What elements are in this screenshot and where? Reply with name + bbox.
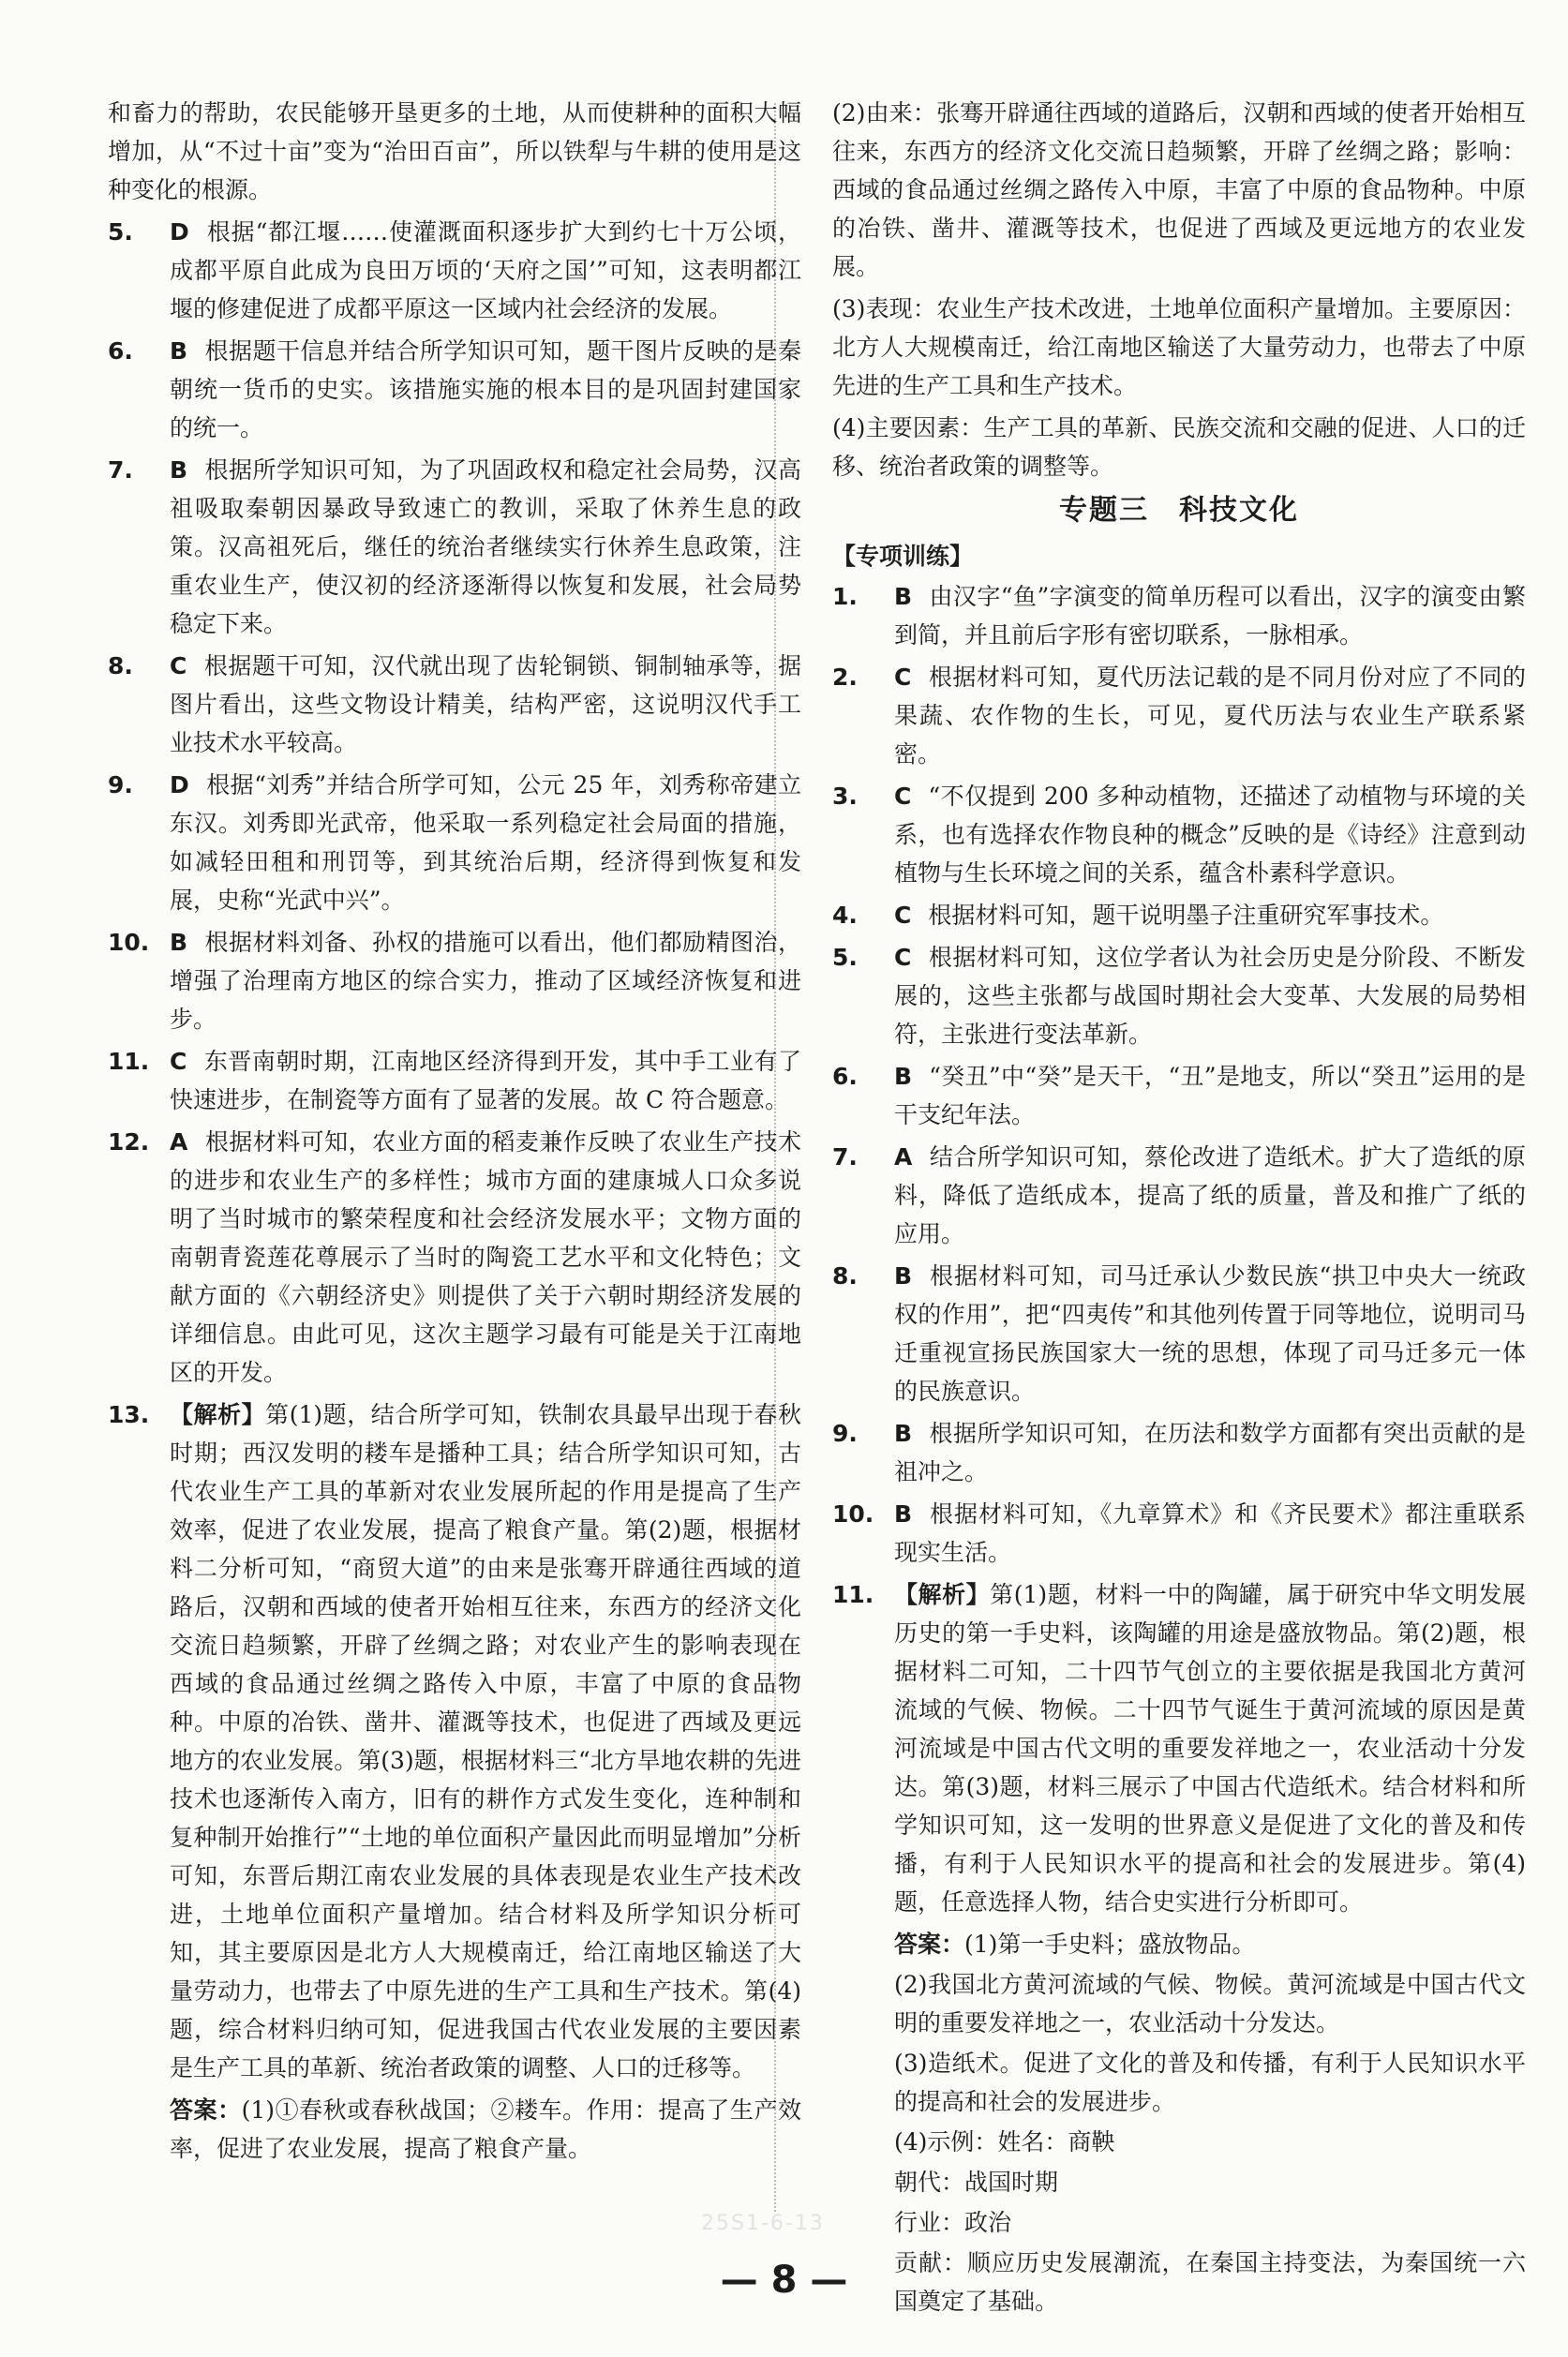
item-explanation: 根据材料可知，题干说明墨子注重研究军事技术。 bbox=[928, 902, 1444, 929]
item-answer: C bbox=[894, 664, 912, 691]
item-number: 8. bbox=[832, 1262, 858, 1290]
left-item-7 bbox=[108, 451, 801, 643]
item-explanation: 根据所学知识可知，为了巩固政权和稳定社会局势，汉高祖吸取秦朝因暴政导致速亡的教训，采取了休养生息的政策。汉高祖死后，继任的统治者继续实行休养生息政策，注重农业生产，使汉初的经济逐渐得以恢复和发展，社会局势稳定下来。 bbox=[170, 456, 801, 637]
item-answer: C bbox=[894, 783, 912, 810]
item-number: 11. bbox=[832, 1581, 874, 1608]
page-number: — 8 — bbox=[720, 2259, 848, 2302]
left-item-9 bbox=[108, 766, 801, 919]
left-column bbox=[108, 94, 801, 2170]
right-item-9 bbox=[832, 1414, 1526, 1491]
right-item-1 bbox=[832, 577, 1526, 654]
item-answer: C bbox=[170, 1048, 187, 1075]
item-answer: A bbox=[894, 1143, 913, 1171]
item-explanation: 东晋南朝时期，江南地区经济得到开发，其中手工业有了快速进步，在制瓷等方面有了显著的发展。故 C 符合题意。 bbox=[170, 1048, 801, 1113]
item-answer: B bbox=[170, 337, 188, 365]
right-item-5 bbox=[832, 938, 1526, 1053]
answer-line-2: (2)我国北方黄河流域的气候、物候。黄河流域是中国古代文明的重要发祥地之一，农业活动十分发达。 bbox=[894, 1971, 1526, 2036]
answer-line-5: 朝代：战国时期 bbox=[894, 2169, 1059, 2196]
item-explanation: 根据所学知识可知，在历法和数学方面都有突出贡献的是祖冲之。 bbox=[894, 1420, 1526, 1485]
item-number: 10. bbox=[108, 929, 150, 956]
item-number: 3. bbox=[832, 783, 858, 810]
item-number: 12. bbox=[108, 1128, 150, 1156]
answer-label: 答案： bbox=[894, 1931, 965, 1958]
right-item-8 bbox=[832, 1257, 1526, 1410]
analysis-tag: 【解析】 bbox=[894, 1581, 991, 1608]
item-explanation: 根据题干信息并结合所学知识可知，题干图片反映的是秦朝统一货币的史实。该措施实施的根本目的是巩固封建国家的统一。 bbox=[170, 337, 801, 441]
right-item-11-answer bbox=[832, 1925, 1526, 1963]
answer-line-4: (4)示例：姓名：商鞅 bbox=[894, 2128, 1115, 2156]
item-answer: B bbox=[170, 929, 188, 956]
answer-line-7: 贡献：顺应历史发展潮流，在秦国主持变法，为秦国统一六国奠定了基础。 bbox=[894, 2249, 1526, 2315]
right-item-2 bbox=[832, 658, 1526, 773]
item-number: 9. bbox=[108, 771, 133, 798]
item-number: 10. bbox=[832, 1500, 874, 1528]
right-item-10 bbox=[832, 1495, 1526, 1572]
item-explanation: “癸丑”中“癸”是天干，“丑”是地支，所以“癸丑”运用的是干支纪年法。 bbox=[894, 1063, 1526, 1128]
item-explanation: 根据材料可知，夏代历法记载的是不同月份对应了不同的果蔬、农作物的生长，可见，夏代历法与农业生产联系紧密。 bbox=[894, 664, 1526, 768]
left-item-5 bbox=[108, 213, 801, 328]
left-item-8 bbox=[108, 647, 801, 762]
section-title: 专题三 科技文化 bbox=[1059, 494, 1299, 527]
item-number: 9. bbox=[832, 1420, 858, 1447]
section-subhead: 【专项训练】 bbox=[832, 543, 974, 570]
item-explanation: 根据材料可知，司马迁承认少数民族“拱卫中央大一统政权的作用”，把“四夷传”和其他列传置于同等地位，说明司马迁重视宣扬民族国家大一统的思想，体现了司马迁多元一体的民族意识。 bbox=[894, 1262, 1526, 1405]
item-explanation: 由汉字“鱼”字演变的简单历程可以看出，汉字的演变由繁到简，并且前后字形有密切联系，一脉相承。 bbox=[894, 583, 1526, 649]
item-answer: B bbox=[894, 1500, 913, 1528]
item-explanation: 根据“刘秀”并结合所学可知，公元 25 年，刘秀称帝建立东汉。刘秀即光武帝，他采取一系列稳定社会局面的措施，如减轻田租和刑罚等，到其统治后期，经济得到恢复和发展，史称“光武中兴”。 bbox=[170, 771, 801, 914]
item-answer: B bbox=[894, 1420, 913, 1447]
left-item-13 bbox=[108, 1395, 801, 2087]
answer-line: (1)第一手史料；盛放物品。 bbox=[964, 1931, 1256, 1958]
item-explanation: 根据材料可知，这位学者认为社会历史是分阶段、不断发展的，这些主张都与战国时期社会大变革、大发展的局势相符，主张进行变法革新。 bbox=[894, 944, 1526, 1048]
item-answer: B bbox=[894, 1063, 913, 1090]
item-explanation: 结合所学知识可知，蔡伦改进了造纸术。扩大了造纸的原料，降低了造纸成本，提高了纸的质量，普及和推广了纸的应用。 bbox=[894, 1143, 1526, 1247]
right-cont-4: (4)主要因素：生产工具的革新、民族交流和交融的促进、人口的迁移、统治者政策的调整等。 bbox=[832, 414, 1526, 480]
item-number: 5. bbox=[108, 218, 133, 246]
item-answer: D bbox=[170, 771, 189, 798]
left-item-10 bbox=[108, 923, 801, 1038]
item-explanation: 根据材料可知，农业方面的稻麦兼作反映了农业生产技术的进步和农业生产的多样性；城市方面的建康城人口众多说明了当时城市的繁荣程度和社会经济发展水平；文物方面的南朝青瓷莲花尊展示了当时的陶瓷工艺水平和文化特色；文献方面的《六朝经济史》则提供了关于六朝时期经济发展的详细信息。由此可见，这次主题学习最有可能是关于江南地区的开发。 bbox=[170, 1128, 801, 1386]
item-number: 5. bbox=[832, 944, 858, 971]
item-explanation: 根据材料刘备、孙权的措施可以看出，他们都励精图治，增强了治理南方地区的综合实力，推动了区域经济恢复和进步。 bbox=[170, 929, 801, 1033]
item-explanation: 第(1)题，材料一中的陶罐，属于研究中华文明发展历史的第一手史料，该陶罐的用途是盛放物品。第(2)题，根据材料二可知，二十四节气创立的主要依据是我国北方黄河流域的气候、物候。二十四节气诞生于黄河流域的原因是黄河流域是中国古代文明的重要发祥地之一，农业活动十分发达。第(3)题，材料三展示了中国古代造纸术。结合材料和所学知识可知，这一发明的世界意义是促进了文化的普及和传播，有利于人民知识水平的提高和社会的发展进步。第(4)题，任意选择人物，结合史实进行分析即可。 bbox=[894, 1581, 1526, 1916]
right-item-11 bbox=[832, 1575, 1526, 1921]
right-cont-2: (2)由来：张骞开辟通往西域的道路后，汉朝和西域的使者开始相互往来，东西方的经济文化交流日趋频繁，开辟了丝绸之路；影响：西域的食品通过丝绸之路传入中原，丰富了中原的食品物种。中原的冶铁、凿井、灌溉等技术，也促进了西域及更远地方的农业发展。 bbox=[832, 99, 1526, 280]
item-answer: C bbox=[170, 652, 187, 679]
faint-watermark: 25S1-6-13 bbox=[701, 2212, 825, 2235]
item-number: 7. bbox=[832, 1143, 858, 1171]
left-item-12 bbox=[108, 1123, 801, 1392]
item-explanation: “不仅提到 200 多种动植物，还描述了动植物与环境的关系，也有选择农作物良种的概念”反映的是《诗经》注意到动植物与生长环境之间的关系，蕴含朴素科学意识。 bbox=[894, 783, 1526, 887]
analysis-tag: 【解析】 bbox=[170, 1401, 266, 1428]
item-answer: C bbox=[894, 944, 912, 971]
item-number: 4. bbox=[832, 902, 858, 929]
answer-text: (1)①春秋或春秋战国；②耧车。作用：提高了生产效率，促进了农业发展，提高了粮食产量。 bbox=[170, 2096, 801, 2162]
right-item-7 bbox=[832, 1138, 1526, 1253]
item-answer: C bbox=[894, 902, 912, 929]
item-number: 2. bbox=[832, 664, 858, 691]
item-number: 8. bbox=[108, 652, 133, 679]
item-number: 7. bbox=[108, 456, 133, 484]
item-answer: B bbox=[894, 1262, 913, 1290]
right-column bbox=[832, 94, 1526, 2322]
item-answer: A bbox=[170, 1128, 188, 1156]
item-explanation: 第(1)题，结合所学可知，铁制农具最早出现于春秋时期；西汉发明的耧车是播种工具；结合所学知识可知，古代农业生产工具的革新对农业发展所起的作用是提高了生产效率，促进了农业发展，提高了粮食产量。第(2)题，根据材料二分析可知，“商贸大道”的由来是张骞开辟通往西域的道路后，汉朝和西域的使者开始相互往来，东西方的经济文化交流日趋频繁，开辟了丝绸之路；对农业产生的影响表现在西域的食品通过丝绸之路传入中原，丰富了中原的食品物种。中原的冶铁、凿井、灌溉等技术，也促进了西域及更远地方的农业发展。第(3)题，根据材料三“北方旱地农耕的先进技术也逐渐传入南方，旧有的耕作方式发生变化，连种制和复种制开始推行”“土地的单位面积产量因此而明显增加”分析可知，东晋后期江南农业发展的具体表现是农业生产技术改进，土地单位面积产量增加。结合材料及所学知识分析可知，其主要原因是北方人大规模南迁，给江南地区输送了大量劳动力，也带去了中原先进的生产工具和生产技术。第(4)题，综合材料归纳可知，促进我国古代农业发展的主要因素是生产工具的革新、统治者政策的调整、人口的迁移等。 bbox=[170, 1401, 801, 2081]
answer-line-6: 行业：政治 bbox=[894, 2209, 1012, 2236]
left-item-6 bbox=[108, 332, 801, 447]
left-item-13-answer bbox=[108, 2091, 801, 2168]
item-answer: B bbox=[170, 456, 188, 484]
left-item-11 bbox=[108, 1042, 801, 1119]
item-number: 1. bbox=[832, 583, 858, 610]
item-answer: B bbox=[894, 583, 913, 610]
item-number: 6. bbox=[108, 337, 133, 365]
answer-line-3: (3)造纸术。促进了文化的普及和传播，有利于人民知识水平的提高和社会的发展进步。 bbox=[894, 2050, 1526, 2115]
item-number: 6. bbox=[832, 1063, 858, 1090]
right-item-3 bbox=[832, 777, 1526, 892]
left-intro-text: 和畜力的帮助，农民能够开垦更多的土地，从而使耕种的面积大幅增加，从“不过十亩”变为“治田百亩”，所以铁犁与牛耕的使用是这种变化的根源。 bbox=[108, 99, 801, 203]
item-explanation: 根据题干可知，汉代就出现了齿轮铜锁、铜制轴承等，据图片看出，这些文物设计精美，结构严密，这说明汉代手工业技术水平较高。 bbox=[170, 652, 801, 756]
item-number: 13. bbox=[108, 1401, 150, 1428]
right-item-6 bbox=[832, 1057, 1526, 1134]
right-item-4 bbox=[832, 896, 1526, 934]
item-explanation: 根据材料可知，《九章算术》和《齐民要术》都注重联系现实生活。 bbox=[894, 1500, 1526, 1566]
answer-label: 答案： bbox=[170, 2096, 242, 2124]
item-number: 11. bbox=[108, 1048, 150, 1075]
right-cont-3: (3)表现：农业生产技术改进，土地单位面积产量增加。主要原因：北方人大规模南迁，给江南地区输送了大量劳动力，也带去了中原先进的生产工具和生产技术。 bbox=[832, 295, 1526, 399]
item-explanation: 根据“都江堰……使灌溉面积逐步扩大到约七十万公顷，成都平原自此成为良田万顷的‘天府之国’”可知，这表明都江堰的修建促进了成都平原这一区域内社会经济的发展。 bbox=[170, 218, 801, 322]
item-answer: D bbox=[170, 218, 189, 246]
